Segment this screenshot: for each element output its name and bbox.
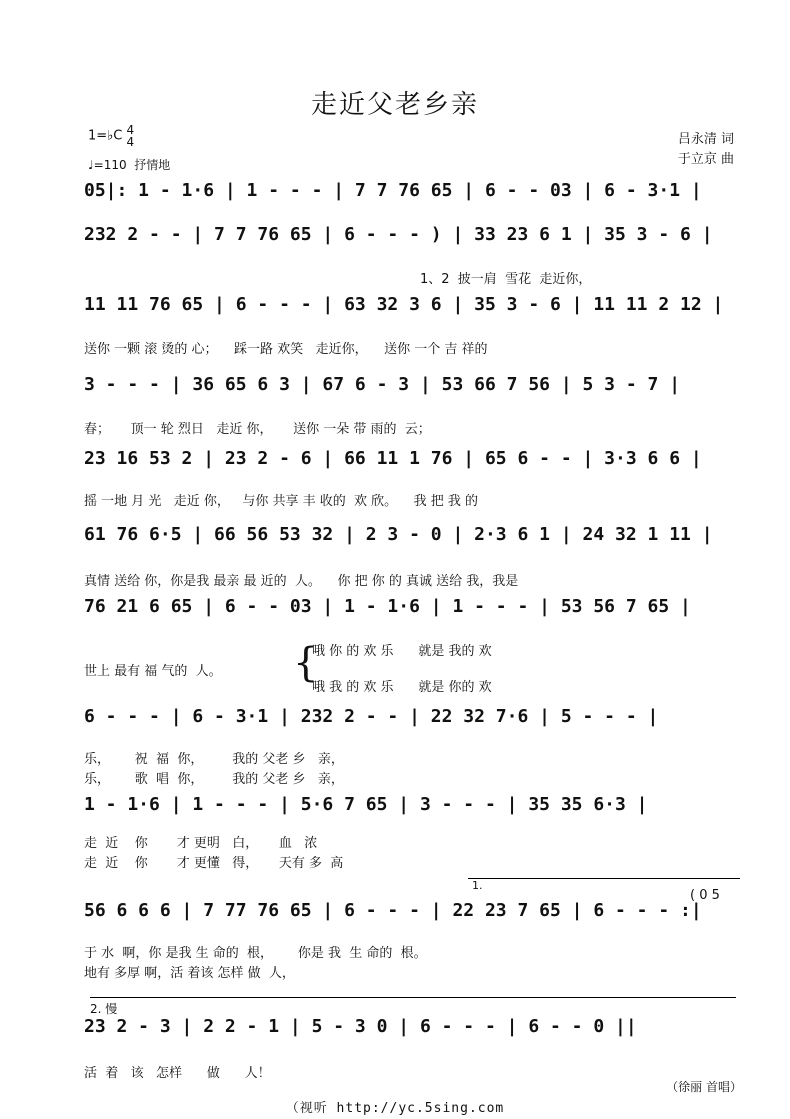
volta-1: 1. (468, 878, 740, 892)
lyric-line-10b: 地有 多厚 啊，活 着该 怎样 做 人， (84, 966, 295, 981)
composer: 于立京 曲 (677, 152, 734, 167)
lyric-line-6: 真情 送给 你，你是我 最亲 最 近的 人。 你 把 你 的 真诚 送给 我，我是 (84, 574, 519, 589)
lyric-line-9: 走 近 你 才 更明 白， 血 浓 (84, 836, 318, 851)
lyric-line-9b: 走 近 你 才 更懂 得， 天有 多 高 (84, 856, 344, 871)
lyric-line-7: 世上 最有 福 气的 人。 (84, 664, 222, 679)
score-line-7: 76 21 6 65 | 6 - - 03 | 1 - 1·6 | 1 - - - | 53 56 7 65 | (84, 596, 691, 617)
score-line-6: 61 76 6·5 | 66 56 53 32 | 2 3 - 0 | 2·3 6 1 | 24 32 1 11 | (84, 524, 713, 545)
meter-bottom: 4 (126, 135, 135, 149)
singer-credit: （徐丽 首唱） (666, 1080, 742, 1094)
rest-paren: ( 0 5 (690, 888, 720, 903)
score-line-11: 23 2 - 3 | 2 2 - 1 | 5 - 3 0 | 6 - - - | 6 - - 0 || (84, 1016, 637, 1037)
meter-top: 4 (126, 123, 135, 137)
key-text: 1=♭C (88, 128, 123, 144)
lyric-alt-2: 哦 我 的 欢 乐 就是 你的 欢 (312, 680, 492, 695)
score-line-10: 56 6 6 6 | 7 77 76 65 | 6 - - - | 22 23 7 65 | 6 - - - :| (84, 900, 702, 921)
lyric-line-8b: 乐， 歌 唱 你， 我的 父老 乡 亲， (84, 772, 344, 787)
tempo-marking (88, 156, 170, 173)
volta-2: 2. 慢 (90, 997, 736, 1017)
score-line-9: 1 - 1·6 | 1 - - - | 5·6 7 65 | 3 - - - | 35 35 6·3 | (84, 794, 648, 815)
song-title: 走近父老乡亲 (310, 90, 479, 120)
lyric-line-8: 乐， 祝 福 你， 我的 父老 乡 亲， (84, 752, 344, 767)
tempo-text: ♩=110 (88, 158, 127, 172)
lyric-line-3: 送你 一颗 滚 烫的 心； 踩一路 欢笑 走近你， 送你 一个 吉 祥的 (84, 342, 488, 357)
lyric-line-10: 于 水 啊，你 是我 生 命的 根， 你是 我 生 命的 根。 (84, 946, 427, 961)
score-line-2: 232 2 - - | 7 7 76 65 | 6 - - - ) | 33 23 6 1 | 35 3 - 6 | (84, 224, 713, 245)
score-line-5: 23 16 53 2 | 23 2 - 6 | 66 11 1 76 | 65 6 - - | 3·3 6 6 | (84, 448, 702, 469)
lyric-line-2: 1、2 披一肩 雪花 走近你， (420, 272, 592, 287)
score-line-8: 6 - - - | 6 - 3·1 | 232 2 - - | 22 32 7·6 | 5 - - - | (84, 706, 659, 727)
score-line-1: 05|: 1 - 1·6 | 1 - - - | 7 7 76 65 | 6 - - 03 | 6 - 3·1 | (84, 180, 702, 201)
lyricist: 吕永清 词 (677, 132, 734, 147)
lyric-alt-1: 哦 你 的 欢 乐 就是 我的 欢 (312, 644, 492, 659)
score-line-4: 3 - - - | 36 65 6 3 | 67 6 - 3 | 53 66 7 56 | 5 3 - 7 | (84, 374, 681, 395)
score-line-3: 11 11 76 65 | 6 - - - | 63 32 3 6 | 35 3 - 6 | 11 11 2 12 | (84, 294, 724, 315)
expression-text: 抒情地 (134, 158, 171, 172)
lyric-line-5: 摇 一地 月 光 走近 你， 与你 共享 丰 收的 欢 欣。 我 把 我 的 (84, 494, 479, 509)
footer-link[interactable]: （视听 http://yc.5sing.com (285, 1101, 505, 1116)
key-signature (88, 124, 134, 148)
lyric-line-4: 春； 顶一 轮 烈日 走近 你， 送你 一朵 带 雨的 云； (84, 422, 431, 437)
lyric-line-11: 活 着 该 怎样 做 人！ (84, 1066, 271, 1081)
lyric-brace: { (293, 640, 319, 686)
